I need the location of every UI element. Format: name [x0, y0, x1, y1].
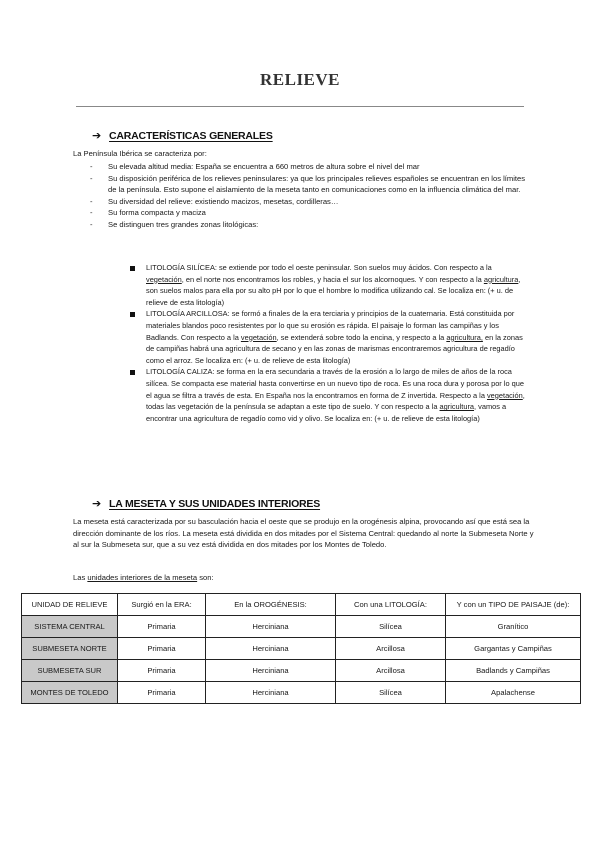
table-cell: Herciniana: [206, 616, 336, 638]
table-cell: Primaria: [118, 660, 206, 682]
table-cell: MONTES DE TOLEDO: [22, 682, 118, 704]
table-cell: Badlands y Campiñas: [446, 660, 581, 682]
table-cell: Herciniana: [206, 638, 336, 660]
arrow-right-icon: ➔: [92, 130, 102, 142]
table-cell: SISTEMA CENTRAL: [22, 616, 118, 638]
table-row: [22, 682, 581, 704]
table-header-row: [22, 594, 581, 616]
table-cell: Gargantas y Campiñas: [446, 638, 581, 660]
link-agricultura: agricultura: [439, 402, 475, 412]
list-item: - Se distinguen tres grandes zonas litológicas:: [88, 219, 528, 231]
relief-units-table: [21, 593, 581, 704]
header-litologia: Con una LITOLOGÍA:: [336, 594, 446, 616]
units-link: unidades interiores de la meseta: [87, 573, 198, 582]
table-cell: SUBMESETA SUR: [22, 660, 118, 682]
header-era: Surgió en la ERA:: [118, 594, 206, 616]
title-divider: [76, 106, 524, 107]
table-cell: Herciniana: [206, 682, 336, 704]
meseta-paragraph: La meseta está caracterizada por su basculación hacia el oeste que se produjo en la orogénesis alpina, provocando así que está sea la dirección dominante de los ríos. La meseta está dividida en dos mitades por el Sistema Central: quedando al norte la Submeseta Norte y al sur la Submeseta sur, que a su vez está dividida en dos mitades por los Montes de Toledo.: [73, 517, 534, 550]
link-agricultura: agricultura,: [446, 332, 483, 342]
table-cell: Granítico: [446, 616, 581, 638]
arrow-right-icon: ➔: [92, 498, 102, 510]
table-cell: Silícea: [336, 682, 446, 704]
units-intro: Las unidades interiores de la meseta son:: [73, 573, 214, 582]
table-cell: Primaria: [118, 616, 206, 638]
table-row: [22, 638, 581, 660]
table-cell: Arcillosa: [336, 660, 446, 682]
section-heading-meseta: ➔ LA MESETA Y SUS UNIDADES INTERIORES: [92, 498, 321, 510]
lithology-zones-list: [130, 262, 530, 424]
table-cell: Arcillosa: [336, 638, 446, 660]
table-cell: Apalachense: [446, 682, 581, 704]
link-vegetacion: vegetación: [240, 332, 277, 342]
table-cell: SUBMESETA NORTE: [22, 638, 118, 660]
list-item: - Su disposición periférica de los relieves peninsulares: ya que los principales relieves españoles se encuentran en los límites de la península. Esto supone el aislamiento de la meseta tanto en comunicaciones como en la influencia climática del mar.: [88, 173, 528, 196]
zone-silicea: LITOLOGÍA SILÍCEA: se extiende por todo el oeste peninsular. Son suelos muy ácidos. Con respecto a la vegetación, en el norte nos encontramos los robles, y hacia el sur los alcornoques. Y con respecto a la agricultura, son suelos malos para ella por su alto pH por lo que el hombre lo modifica utilizando cal. Se localiza en: (+ u. de relieve de esta litología): [130, 262, 530, 308]
link-vegetacion: vegetación: [146, 274, 182, 284]
list-item: - Su forma compacta y maciza: [88, 207, 528, 219]
section-heading-caracteristicas: ➔ CARACTERÍSTICAS GENERALES: [92, 130, 273, 142]
general-features-list: [88, 161, 528, 231]
page-title: RELIEVE: [259, 70, 341, 89]
header-unidad: UNIDAD DE RELIEVE: [22, 594, 118, 616]
list-item: - Su elevada altitud media: España se encuentra a 660 metros de altura sobre el nivel del mar: [88, 161, 528, 173]
list-item: - Su diversidad del relieve: existiendo macizos, mesetas, cordilleras…: [88, 196, 528, 208]
section1-intro: La Península Ibérica se caracteriza por:: [73, 149, 207, 158]
table-cell: Primaria: [118, 682, 206, 704]
table-cell: Silícea: [336, 616, 446, 638]
header-orogenesis: En la OROGÉNESIS:: [206, 594, 336, 616]
zone-arcillosa: LITOLOGÍA ARCILLOSA: se formó a finales de la era terciaria y principios de la cuaternaria. Está constituida por materiales blandos poco resistentes por lo que su erosión es rápida. El paisaje lo forman las campiñas y los Badlands. Con respecto a la vegetación, se extenderá sobre todo la encina, y respecto a la agricultura, en la zonas de campiñas habrá una agricultura de secano y en las zonas de marismas encontraremos agricultura de regadío como el arroz. Se localiza en: (+ u. de relieve de esta litología): [130, 308, 530, 366]
table-row: [22, 660, 581, 682]
zone-caliza: LITOLOGÍA CALIZA: se forma en la era secundaria a través de la erosión a lo largo de miles de años de la roca silícea. Se compacta ese material hasta convertirse en un nuevo tipo de roca. Es una roca dura y porosa por lo que el agua se filtra a través de esta. En España nos la encontramos en forma de Z invertida. Respecto a la vegetación, todas las vegetación de la península se adaptan a este tipo de suelo. Y con respecto a la agricultura, vamos a encontrar una agricultura de regadío como vid y olivo. Se localiza en: (+ u. de relieve de esta litología): [130, 366, 530, 424]
table-cell: Primaria: [118, 638, 206, 660]
header-paisaje: Y con un TIPO DE PAISAJE (de):: [446, 594, 581, 616]
link-agricultura: agricultura: [483, 274, 519, 284]
link-vegetacion: vegetación: [486, 390, 523, 400]
table-cell: Herciniana: [206, 660, 336, 682]
table-row: [22, 616, 581, 638]
